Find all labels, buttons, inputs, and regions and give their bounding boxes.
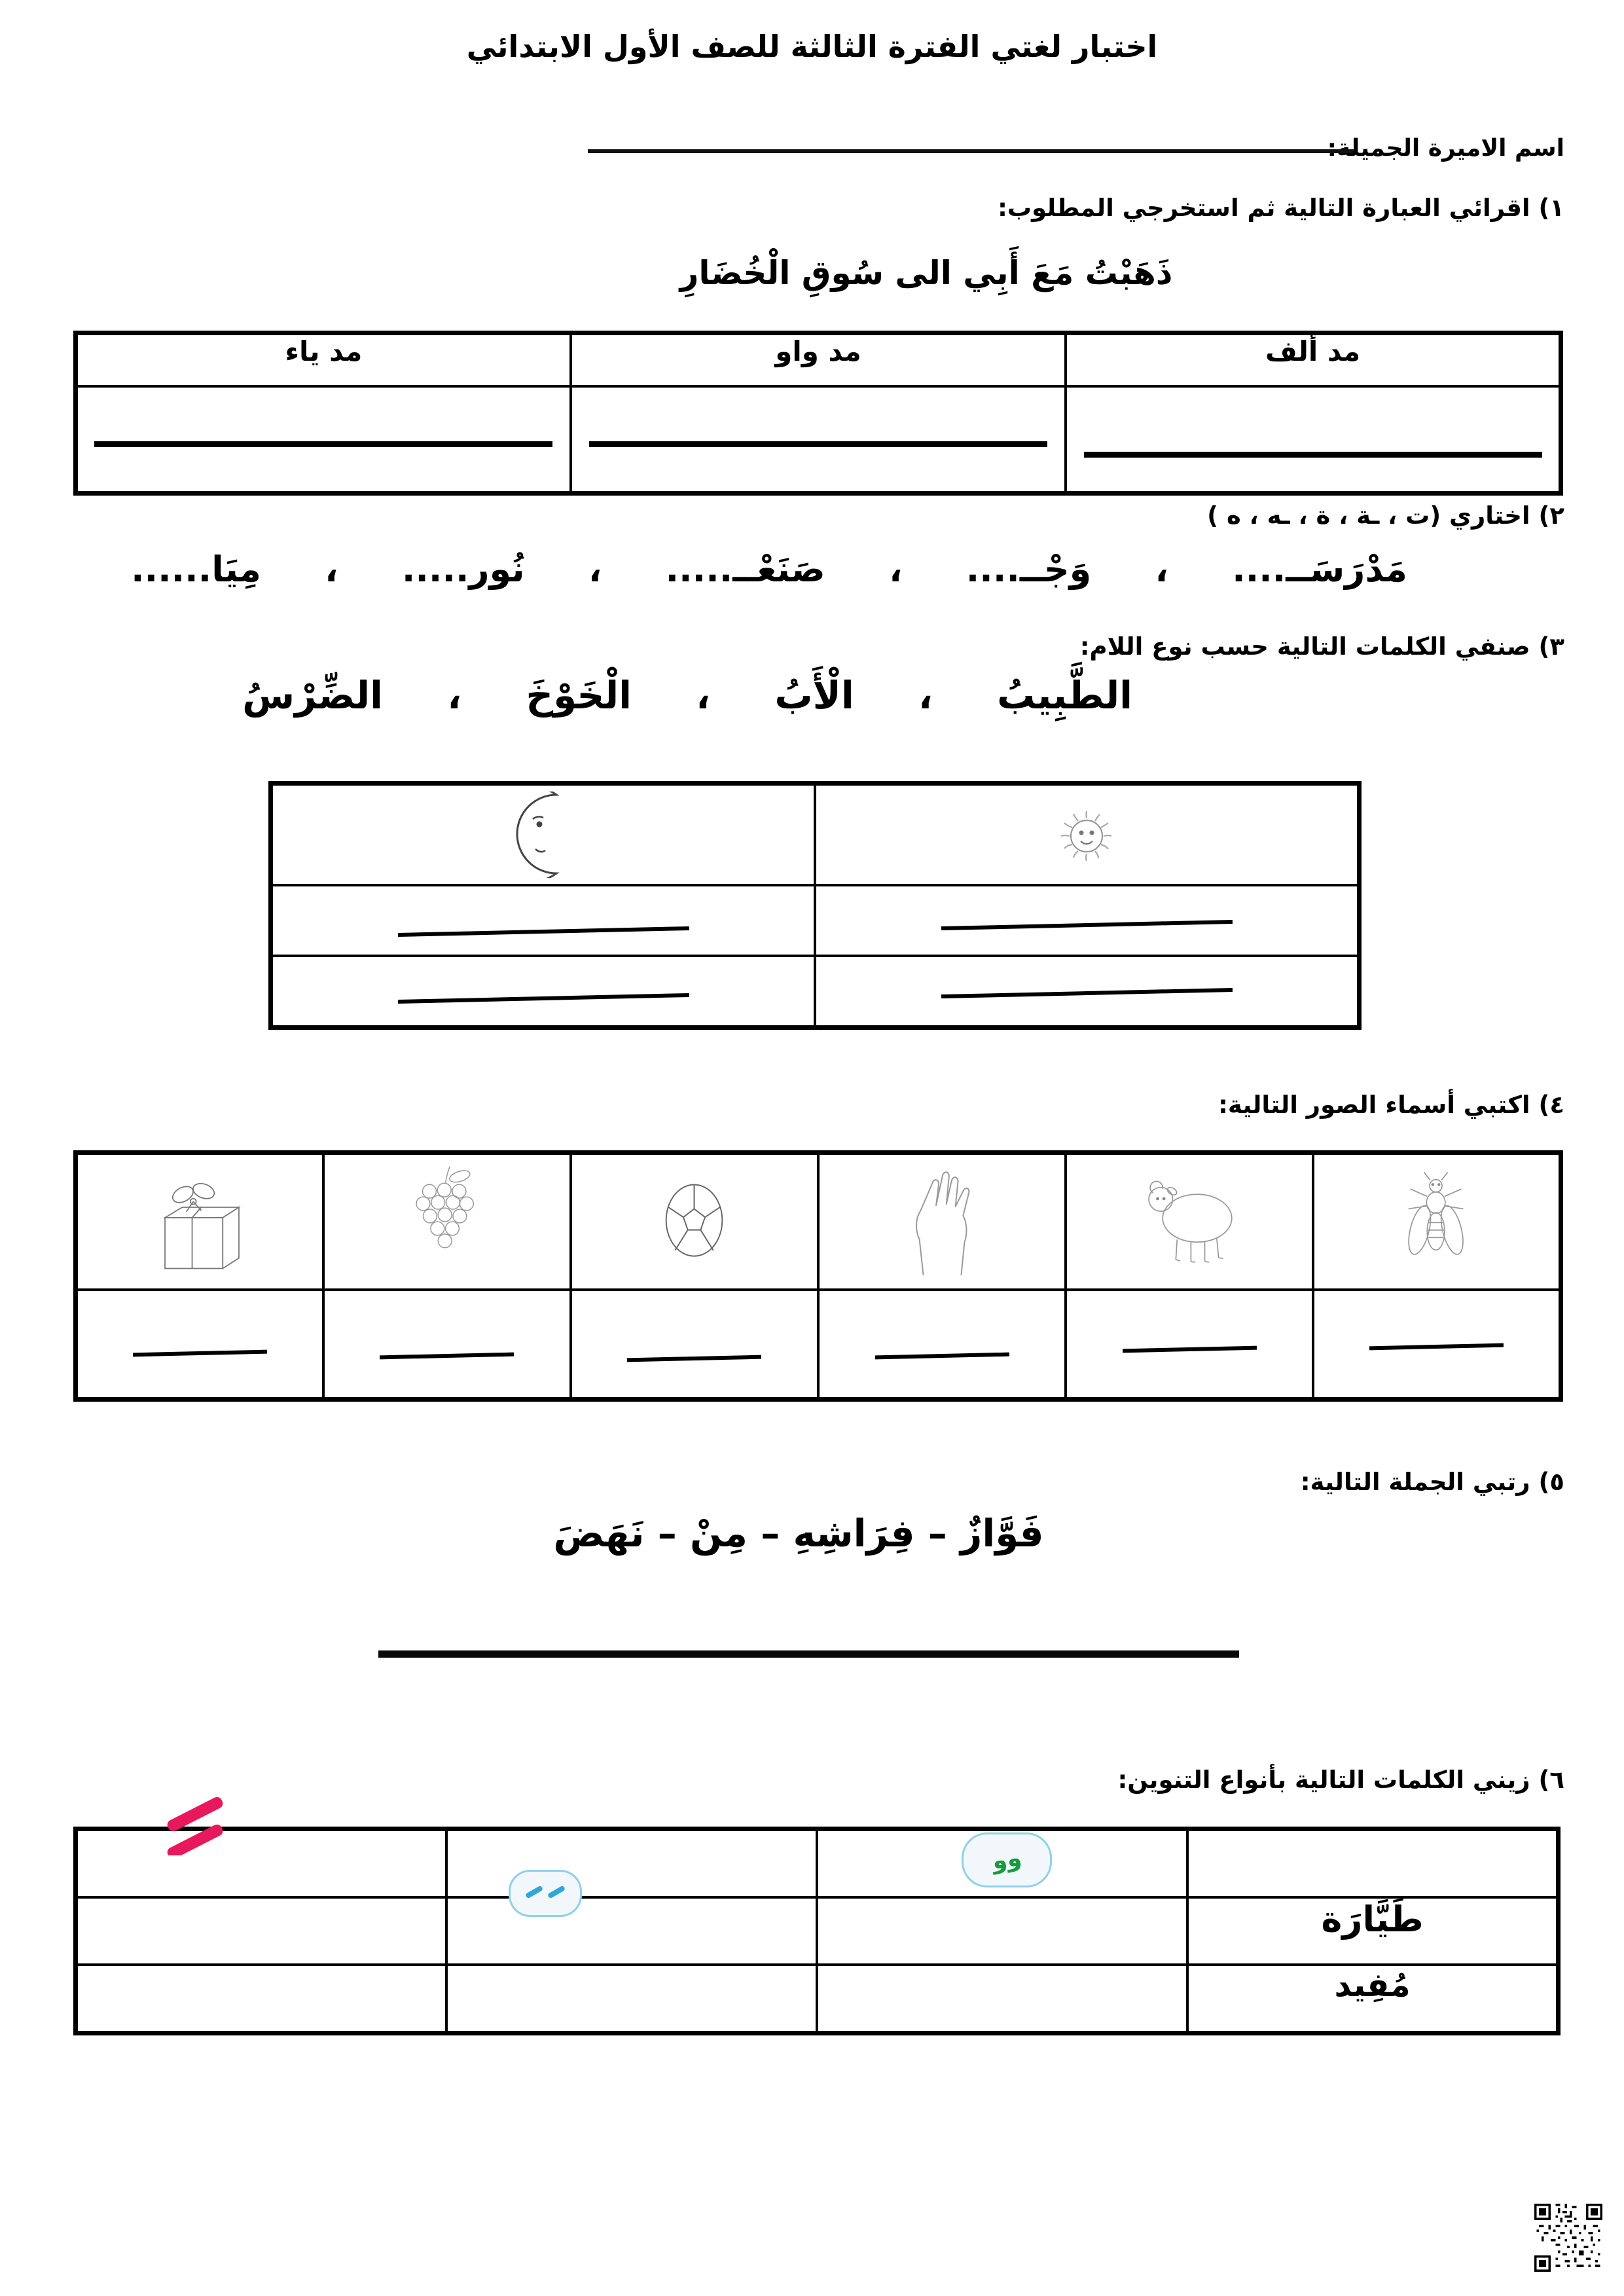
tanween-word: طَيَّارَة bbox=[1187, 1897, 1558, 1965]
madd-table-answer-row bbox=[76, 386, 1561, 494]
question-6-label: ٦) زيني الكلمات التالية بأنواع التنوين: bbox=[1117, 1766, 1564, 1794]
student-name-label: اسم الاميرة الجميلة: bbox=[1327, 135, 1564, 162]
fly-icon bbox=[1392, 1169, 1482, 1274]
lam-table-header-row bbox=[271, 784, 1360, 886]
question-2-words bbox=[131, 549, 1407, 590]
q3-word: الْأَبُ bbox=[774, 673, 854, 718]
hand-icon bbox=[905, 1165, 980, 1278]
ball-icon bbox=[658, 1179, 731, 1264]
picture-row bbox=[76, 1153, 1561, 1290]
picture-answer-row bbox=[76, 1290, 1561, 1400]
madd-table-header-row bbox=[76, 333, 1561, 387]
q2-word: صَنَعْــ..... bbox=[665, 549, 825, 590]
kasratan-icon bbox=[522, 1879, 568, 1908]
question-5-label: ٥) رتبي الجملة التالية: bbox=[1300, 1468, 1564, 1496]
comma-separator: ، bbox=[1155, 549, 1168, 590]
lam-table-answer-row bbox=[271, 885, 1360, 956]
page-title: اختبار لغتي الفترة الثالثة للصف الأول الابتدائي bbox=[466, 29, 1158, 64]
question-2-label: ٢) اختاري (ت ، ـة ، ة ، ـه ، ه ) bbox=[1207, 501, 1564, 530]
tanween-word: مُفِيد bbox=[1187, 1965, 1558, 2033]
tanween-table bbox=[73, 1827, 1561, 2035]
answer-line bbox=[589, 441, 1047, 447]
q2-word: مَدْرَسَــ.... bbox=[1232, 549, 1407, 590]
answer-line bbox=[875, 1353, 1009, 1360]
moon-lam-cell bbox=[271, 784, 816, 886]
answer-line bbox=[380, 1353, 514, 1360]
answer-line bbox=[397, 926, 689, 937]
kasratan-badge bbox=[509, 1870, 582, 1917]
answer-line bbox=[1123, 1346, 1257, 1353]
answer-line bbox=[1369, 1343, 1504, 1351]
comma-separator: ، bbox=[588, 549, 602, 590]
fathatan-icon bbox=[160, 1789, 232, 1855]
dammatan-icon: وو bbox=[990, 1844, 1023, 1875]
comma-separator: ، bbox=[918, 673, 933, 718]
student-name-answer-line bbox=[588, 149, 1354, 153]
answer-line bbox=[627, 1355, 761, 1362]
tanween-word-row bbox=[76, 1965, 1559, 2033]
answer-line bbox=[1084, 452, 1542, 458]
comma-separator: ، bbox=[325, 549, 338, 590]
question-4-label: ٤) اكتبي أسماء الصور التالية: bbox=[1218, 1091, 1564, 1119]
fathatan-cell bbox=[76, 1829, 446, 1898]
answer-line bbox=[378, 1650, 1239, 1658]
lam-table-answer-row bbox=[271, 956, 1360, 1028]
answer-line bbox=[941, 988, 1232, 998]
madd-alif-header: مد ألف bbox=[1066, 333, 1561, 387]
dammatan-badge bbox=[962, 1832, 1052, 1887]
moon-icon bbox=[513, 792, 573, 878]
question-1-sentence: ذَهَبْتُ مَعَ أَبِي الى سُوقِ الْخُضَارِ bbox=[679, 254, 1173, 292]
kasratan-cell bbox=[446, 1829, 817, 1898]
qr-code bbox=[1534, 2204, 1602, 2272]
question-5-words: فَوَّازٌ – فِرَاشِهِ – مِنْ – نَهَضَ bbox=[553, 1511, 1044, 1556]
q3-word: الْخَوْخَ bbox=[526, 673, 632, 718]
comma-separator: ، bbox=[696, 673, 711, 718]
comma-separator: ، bbox=[447, 673, 462, 718]
answer-line bbox=[941, 920, 1232, 930]
q3-word: الضِّرْسُ bbox=[242, 673, 384, 718]
madd-classification-table bbox=[73, 331, 1563, 496]
grapes-icon bbox=[406, 1163, 488, 1281]
sheep-icon bbox=[1134, 1173, 1244, 1271]
lam-classification-table bbox=[268, 781, 1362, 1030]
gift-icon bbox=[151, 1168, 249, 1276]
answer-line bbox=[397, 993, 689, 1004]
madd-yaa-header: مد ياء bbox=[76, 333, 571, 387]
tanween-word-row bbox=[76, 1897, 1559, 1965]
question-3-words bbox=[242, 673, 1132, 718]
question-1-label: ١) اقرائي العبارة التالية ثم استخرجي المطلوب: bbox=[998, 194, 1564, 222]
answer-line bbox=[133, 1350, 267, 1357]
sun-icon bbox=[1055, 803, 1118, 866]
q3-word: الطَّبِيبُ bbox=[997, 673, 1132, 718]
comma-separator: ، bbox=[889, 549, 903, 590]
q2-word: نُور..... bbox=[401, 549, 525, 590]
tanween-header-row bbox=[76, 1829, 1559, 1898]
madd-waw-header: مد واو bbox=[571, 333, 1066, 387]
sun-lam-cell bbox=[815, 784, 1360, 886]
question-3-label: ٣) صنفي الكلمات التالية حسب نوع اللام: bbox=[1079, 632, 1564, 661]
q2-word: مِيَا...... bbox=[131, 549, 261, 590]
q2-word: وَجْــ.... bbox=[965, 549, 1092, 590]
picture-naming-table bbox=[73, 1150, 1563, 1402]
answer-line bbox=[94, 441, 552, 447]
